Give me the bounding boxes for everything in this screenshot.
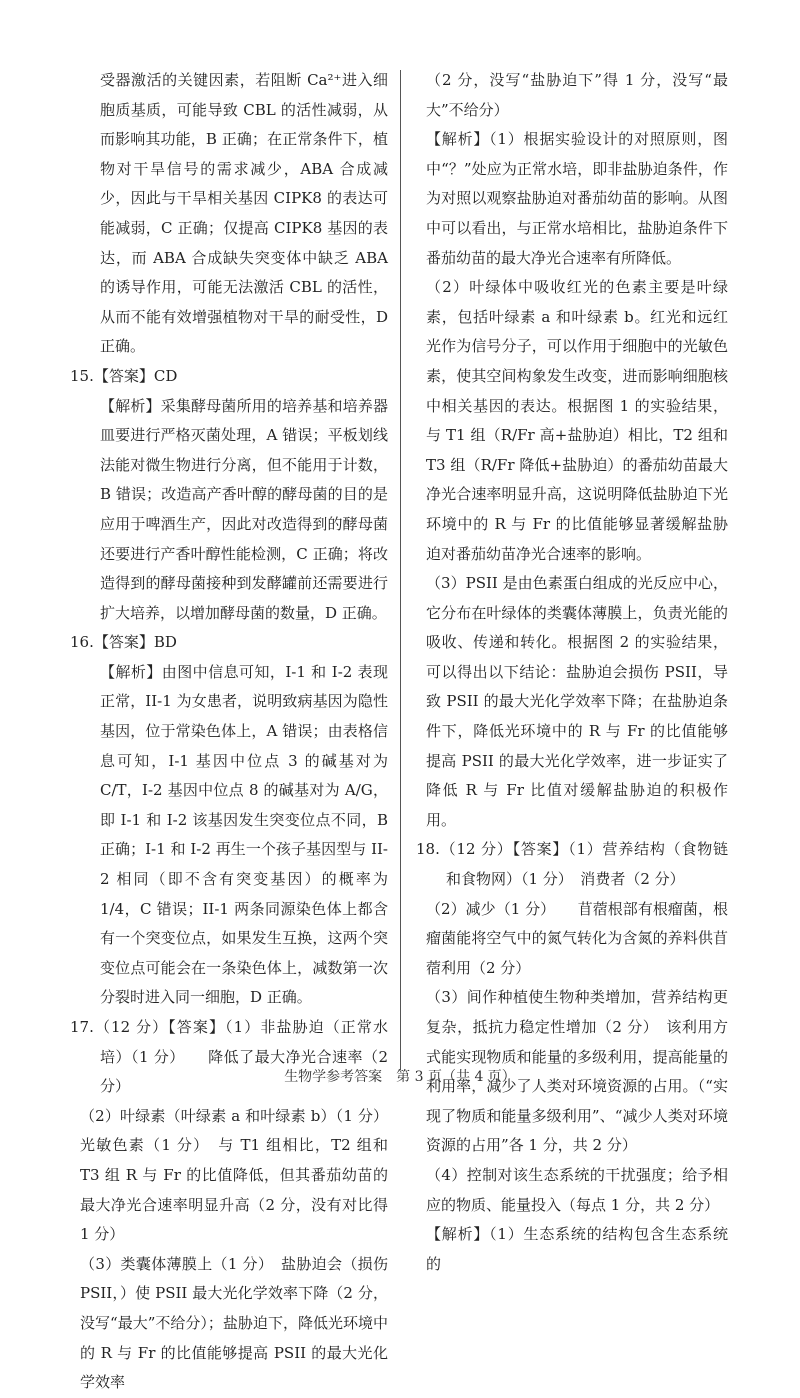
- q15-answer: 15.【答案】CD: [70, 366, 178, 385]
- q18-answer-part2: （2）减少（1 分） 苜蓿根部有根瘤菌，根瘤菌能将空气中的氮气转化为含氮的养料供苜蓿利用（2 分）: [426, 899, 728, 977]
- q17-answer-part1: 17.（12 分）【答案】（1）非盐胁迫（正常水培）（1 分） 降低了最大净光合速率（2 分）: [70, 1018, 388, 1096]
- left-column: [70, 66, 388, 1398]
- q17-answer-part3: （3）类囊体薄膜上（1 分） 盐胁迫会（损伤 PSII，）使 PSII 最大光化学效率下降（2 分，没写“最大”不给分）；盐胁迫下，降低光环境中的 R 与 Fr 的比值能够提高 PSII 的最大光化学效率: [80, 1254, 388, 1392]
- page-footer: 生物学参考答案 第 3 页（共 4 页）: [284, 1069, 516, 1085]
- q15-explanation: 【解析】采集酵母菌所用的培养基和培养器皿要进行严格灭菌处理，A 错误；平板划线法能对微生物进行分离，但不能用于计数，B 错误；改造高产香叶醇的酵母菌的目的是应用于啤酒生产，因此对改造得到的酵母菌还要进行产香叶醇性能检测，C 正确；将改造得到的酵母菌接种到发酵罐前还需要进行扩大培养，以增加酵母菌的数量，D 正确。: [100, 396, 388, 622]
- q16-answer: 16.【答案】BD: [70, 633, 177, 652]
- q18-answer-part4: （4）控制对该生态系统的干扰强度；给予相应的物质、能量投入（每点 1 分，共 2 分）: [426, 1165, 728, 1214]
- q18-answer-part3: （3）间作种植使生物种类增加，营养结构更复杂，抵抗力稳定性增加（2 分） 该利用方式能实现物质和能量的多级利用，提高能量的利用率，减少了人类对环境资源的占用。（“实现了物质和能量多级利用”、“减少人类对环境资源的占用”各 1 分，共 2 分）: [426, 988, 728, 1155]
- column-divider: [400, 70, 401, 1070]
- q16-explanation: 【解析】由图中信息可知，I-1 和 I-2 表现正常，II-1 为女患者，说明致病基因为隐性基因，位于常染色体上，A 错误；由表格信息可知，I-1 基因中位点 3 的碱基对为 C/T，I-2 基因中位点 8 的碱基对为 A/G，即 I-1 和 I-2 该基因发生突变位点不同，B 正确；I-1 和 I-2 再生一个孩子基因型与 II-2 相同（即不含有突变基因）的概率为 1/4，C 错误；II-1 两条同源染色体上都含有一个突变位点，如果发生互换，这两个突变位点可能会在一条染色体上，减数第一次分裂时进入同一细胞，D 正确。: [100, 662, 388, 1007]
- q17-explanation-part3: （3）PSII 是由色素蛋白组成的光反应中心，它分布在叶绿体的类囊体薄膜上，负责光能的吸收、传递和转化。根据图 2 的实验结果，可以得出以下结论：盐胁迫会损伤 PSII，导致 PSII 的最大光化学效率下降；在盐胁迫条件下，降低光环境中的 R 与 Fr 的比值能够提高 PSII 的最大光化学效率，进一步证实了降低 R 与 Fr 比值对缓解盐胁迫的积极作用。: [426, 574, 728, 829]
- q17-answer-part2: （2）叶绿素（叶绿素 a 和叶绿素 b）（1 分）光敏色素（1 分） 与 T1 组相比，T2 组和 T3 组 R 与 Fr 的比值降低，但其番茄幼苗的最大净光合速率明显升高（2 分，没有对比得 1 分）: [80, 1106, 388, 1244]
- q17-explanation-part2: （2）叶绿体中吸收红光的色素主要是叶绿素，包括叶绿素 a 和叶绿素 b。红光和远红光作为信号分子，可以作用于细胞中的光敏色素，使其空间构象发生改变，进而影响细胞核中相关基因的表达。根据图 1 的实验结果，与 T1 组（R/Fr 高+盐胁迫）相比，T2 组和 T3 组（R/Fr 降低+盐胁迫）的番茄幼苗最大净光合速率明显升高，这说明降低盐胁迫下光环境中的 R 与 Fr 的比值能够显著缓解盐胁迫对番茄幼苗净光合速率的影响。: [426, 278, 728, 563]
- q14-explanation-continued: 受器激活的关键因素，若阻断 Ca²⁺进入细胞质基质，可能导致 CBL 的活性减弱，从而影响其功能，B 正确；在正常条件下，植物对干旱信号的需求减少，ABA 合成减少，因此与干旱相关基因 CIPK8 的表达可能减弱，C 正确；仅提高 CIPK8 基因的表达，而 ABA 合成缺失突变体中缺乏 ABA 的诱导作用，可能无法激活 CBL 的活性，从而不能有效增强植物对干旱的耐受性，D 正确。: [100, 71, 388, 356]
- q18-answer-part1: 18.（12 分）【答案】（1）营养结构（食物链和食物网）（1 分） 消费者（2 分）: [416, 840, 728, 889]
- right-column: [416, 66, 728, 1279]
- q17-explanation-part1: 【解析】（1）根据实验设计的对照原则，图中“？”处应为正常水培，即非盐胁迫条件，作为对照以观察盐胁迫对番茄幼苗的影响。从图中可以看出，与正常水培相比，盐胁迫条件下番茄幼苗的最大净光合速率有所降低。: [426, 130, 728, 267]
- q18-explanation-part1: 【解析】（1）生态系统的结构包含生态系统的: [426, 1225, 728, 1273]
- q17-answer-part3-continued: （2 分，没写“盐胁迫下”得 1 分，没写“最大”不给分）: [426, 71, 728, 119]
